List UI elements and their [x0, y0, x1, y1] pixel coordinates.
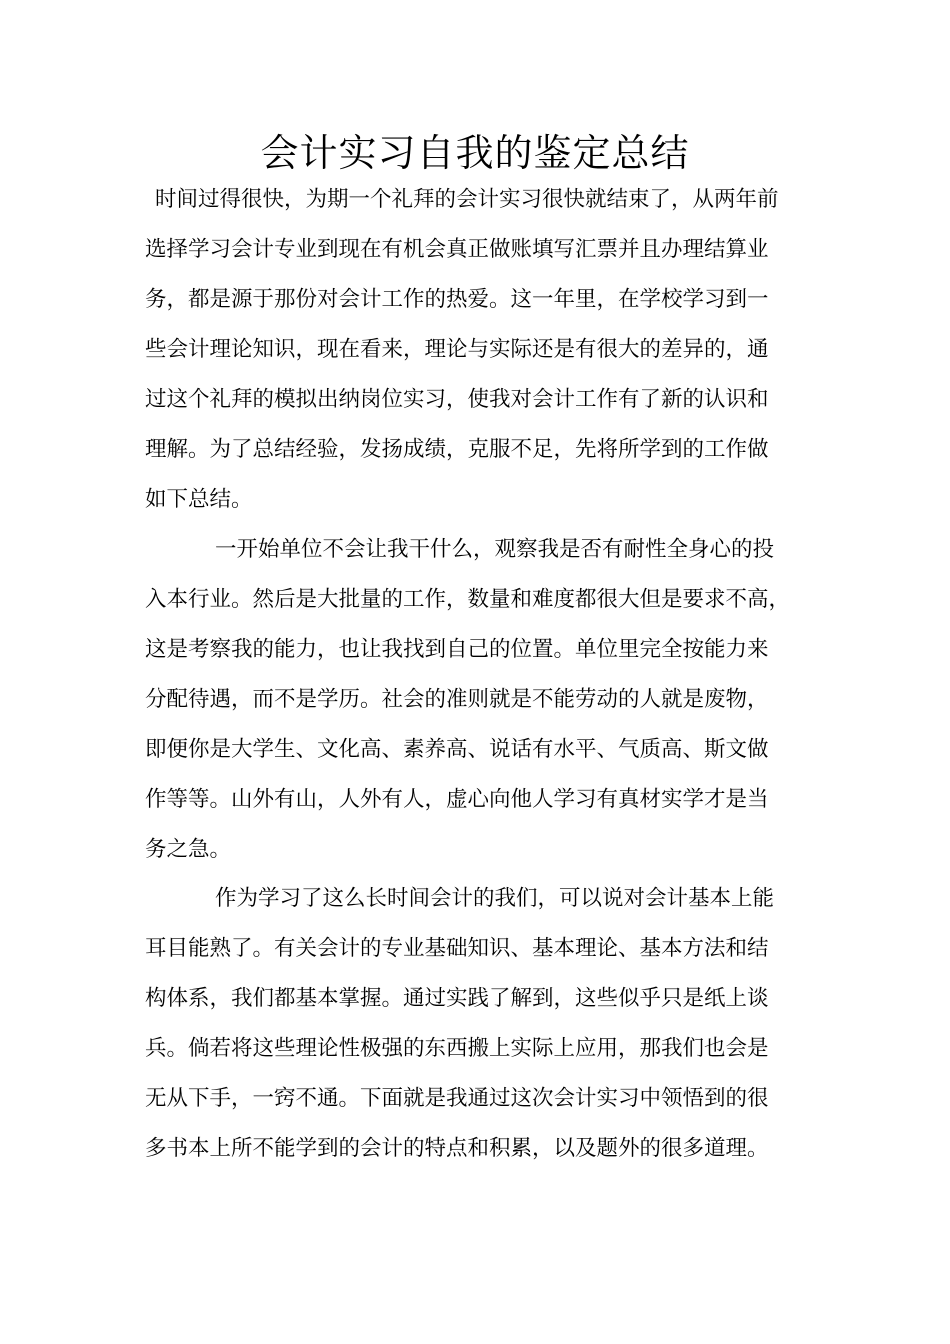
body-line: 务，都是源于那份对会计工作的热爱。这一年里，在学校学习到一 [145, 287, 769, 312]
body-line: 时间过得很快，为期一个礼拜的会计实习很快就结束了，从两年前 [155, 187, 779, 212]
body-line: 耳目能熟了。有关会计的专业基础知识、基本理论、基本方法和结 [145, 936, 769, 961]
body-line: 构体系，我们都基本掌握。通过实践了解到，这些似乎只是纸上谈 [145, 986, 769, 1011]
body-line: 务之急。 [145, 837, 232, 862]
body-line: 即便你是大学生、文化高、素养高、说话有水平、气质高、斯文做 [145, 737, 769, 762]
body-line: 入本行业。然后是大批量的工作，数量和难度都很大但是要求不高， [145, 587, 791, 612]
document-title: 会计实习自我的鉴定总结 [260, 131, 690, 175]
body-line: 些会计理论知识，现在看来，理论与实际还是有很大的差异的，通 [145, 337, 769, 362]
body-line: 如下总结。 [145, 487, 253, 512]
body-line: 过这个礼拜的模拟出纳岗位实习，使我对会计工作有了新的认识和 [145, 387, 769, 412]
body-line: 无从下手，一窍不通。下面就是我通过这次会计实习中领悟到的很 [145, 1086, 769, 1111]
body-line: 分配待遇，而不是学历。社会的准则就是不能劳动的人就是废物， [145, 687, 769, 712]
body-line: 兵。倘若将这些理论性极强的东西搬上实际上应用，那我们也会是 [145, 1036, 769, 1061]
body-line: 这是考察我的能力，也让我找到自己的位置。单位里完全按能力来 [145, 637, 769, 662]
body-line: 多书本上所不能学到的会计的特点和积累，以及题外的很多道理。 [145, 1136, 769, 1161]
body-line: 作为学习了这么长时间会计的我们，可以说对会计基本上能 [215, 886, 775, 911]
body-line: 作等等。山外有山，人外有人，虚心向他人学习有真材实学才是当 [145, 787, 769, 812]
body-line: 选择学习会计专业到现在有机会真正做账填写汇票并且办理结算业 [145, 237, 769, 262]
body-line: 一开始单位不会让我干什么，观察我是否有耐性全身心的投 [215, 537, 775, 562]
body-line: 理解。为了总结经验，发扬成绩，克服不足，先将所学到的工作做 [145, 437, 769, 462]
